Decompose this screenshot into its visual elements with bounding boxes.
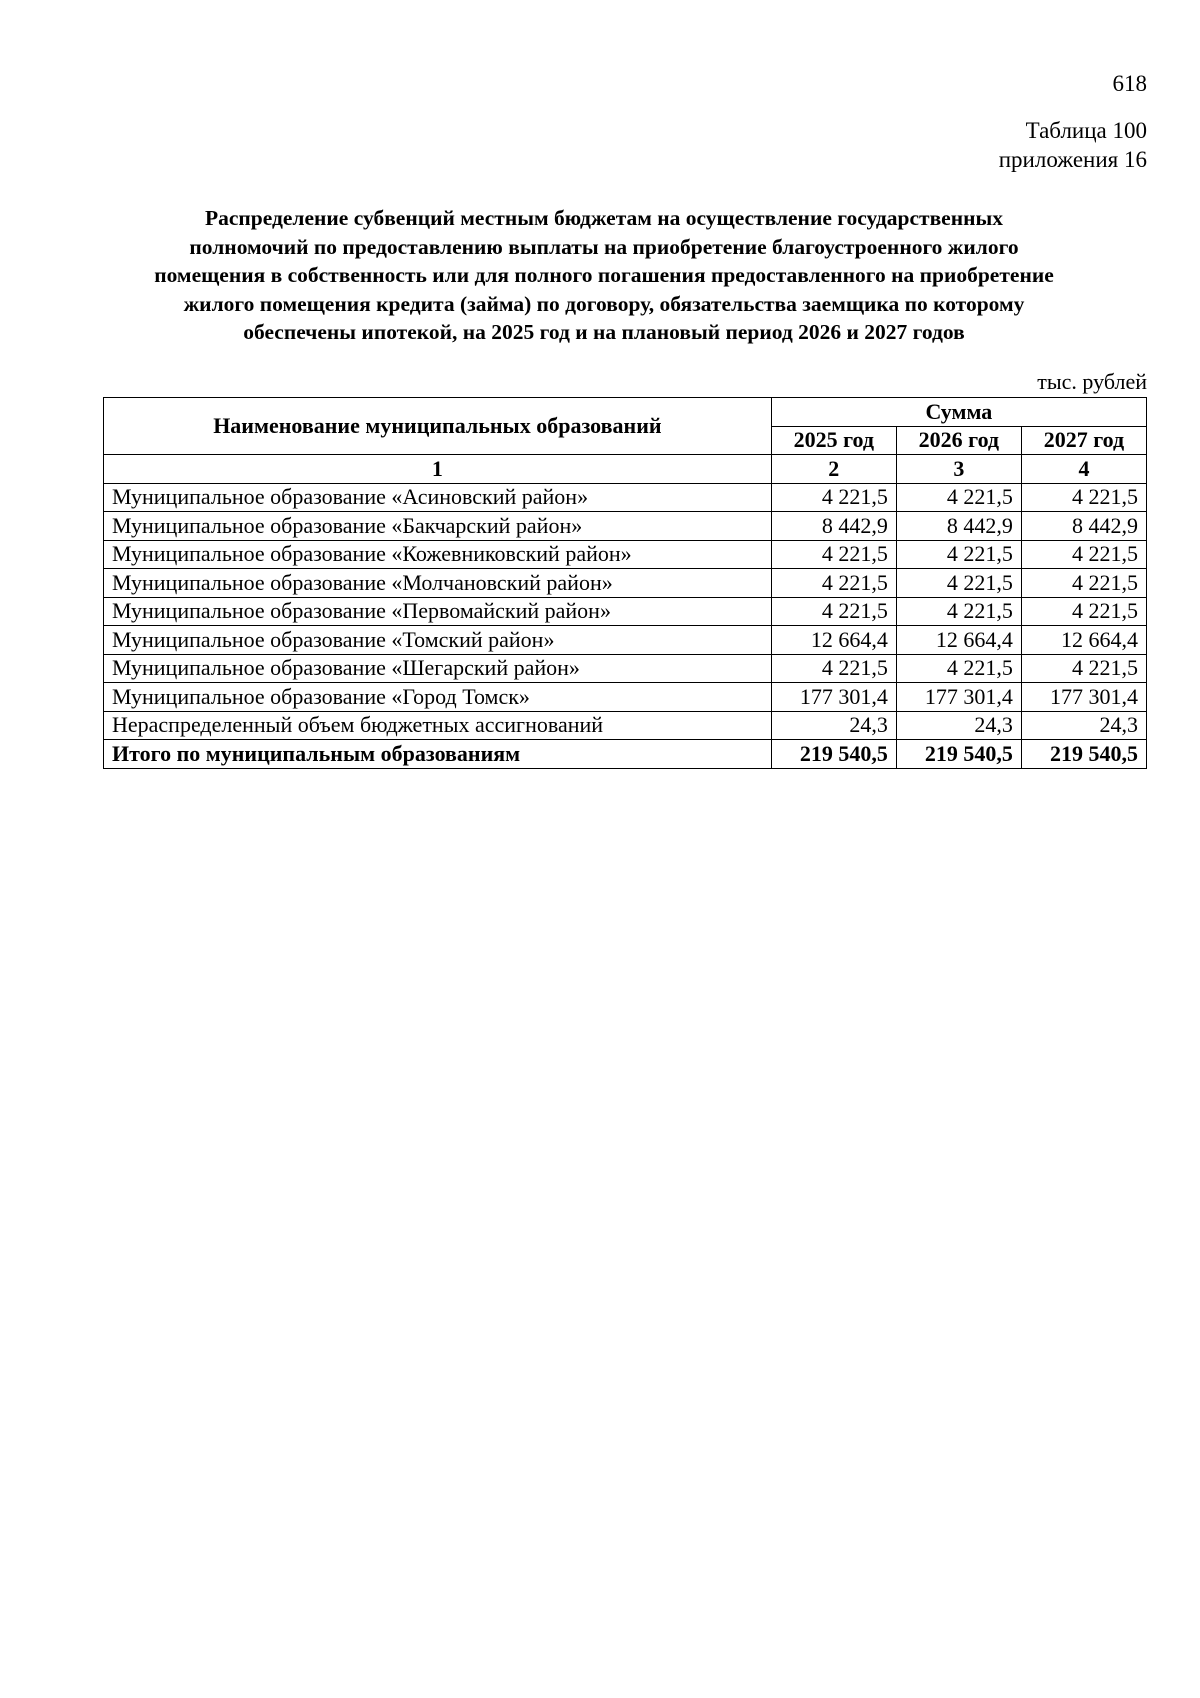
row-name: Муниципальное образование «Молчановский район» [104,569,772,598]
column-numbers-row [104,455,1147,484]
table-row [104,711,1147,740]
total-2025: 219 540,5 [771,740,896,769]
title-line: обеспечены ипотекой, на 2025 год и на плановый период 2026 и 2027 годов [243,320,965,344]
header-name: Наименование муниципальных образований [104,398,772,455]
table-row [104,683,1147,712]
value-2027: 8 442,9 [1021,512,1146,541]
value-2026: 8 442,9 [896,512,1021,541]
column-number: 3 [896,455,1021,484]
column-number: 1 [104,455,772,484]
header-row [104,398,1147,427]
document-title [104,204,1104,347]
value-2025: 8 442,9 [771,512,896,541]
value-2026: 4 221,5 [896,540,1021,569]
value-2025: 12 664,4 [771,626,896,655]
value-2027: 24,3 [1021,711,1146,740]
table-row [104,569,1147,598]
header-sum: Сумма [771,398,1146,427]
value-2026: 4 221,5 [896,597,1021,626]
title-line: Распределение субвенций местным бюджетам на осуществление государственных [204,206,1004,230]
total-2026: 219 540,5 [896,740,1021,769]
value-2026: 4 221,5 [896,569,1021,598]
table-row [104,626,1147,655]
subvention-table [103,397,1147,769]
value-2025: 4 221,5 [771,597,896,626]
value-2027: 4 221,5 [1021,654,1146,683]
value-2026: 12 664,4 [896,626,1021,655]
header-year-2026: 2026 год [896,426,1021,455]
value-2026: 4 221,5 [896,654,1021,683]
table-row [104,512,1147,541]
table-number: Таблица 100 [1025,118,1147,143]
row-name: Муниципальное образование «Шегарский район» [104,654,772,683]
value-2027: 4 221,5 [1021,569,1146,598]
table-row [104,483,1147,512]
value-2025: 4 221,5 [771,654,896,683]
value-2026: 177 301,4 [896,683,1021,712]
value-2027: 12 664,4 [1021,626,1146,655]
row-name: Муниципальное образование «Томский район» [104,626,772,655]
value-2026: 24,3 [896,711,1021,740]
total-row [104,740,1147,769]
row-name: Муниципальное образование «Бакчарский район» [104,512,772,541]
title-line: помещения в собственность или для полного погашения предоставленного на приобретение [154,263,1054,287]
row-name: Нераспределенный объем бюджетных ассигнований [104,711,772,740]
table-row [104,597,1147,626]
column-number: 4 [1021,455,1146,484]
total-name: Итого по муниципальным образованиям [104,740,772,769]
value-2027: 4 221,5 [1021,540,1146,569]
value-2025: 4 221,5 [771,483,896,512]
value-2027: 4 221,5 [1021,483,1146,512]
header-year-2025: 2025 год [771,426,896,455]
row-name: Муниципальное образование «Город Томск» [104,683,772,712]
value-2027: 4 221,5 [1021,597,1146,626]
header-year-2027: 2027 год [1021,426,1146,455]
table-row [104,540,1147,569]
page-number: 618 [1112,71,1147,96]
units-label: тыс. рублей [1037,369,1147,394]
table-reference [999,116,1147,174]
value-2025: 4 221,5 [771,569,896,598]
title-line: жилого помещения кредита (займа) по договору, обязательства заемщика по которому [183,291,1025,316]
total-2027: 219 540,5 [1021,740,1146,769]
value-2025: 24,3 [771,711,896,740]
row-name: Муниципальное образование «Кожевниковский район» [104,540,772,569]
appendix-number: приложения 16 [998,147,1147,172]
row-name: Муниципальное образование «Асиновский район» [104,483,772,512]
column-number: 2 [771,455,896,484]
value-2026: 4 221,5 [896,483,1021,512]
title-line: полномочий по предоставлению выплаты на приобретение благоустроенного жилого [189,234,1019,259]
value-2025: 177 301,4 [771,683,896,712]
value-2027: 177 301,4 [1021,683,1146,712]
value-2025: 4 221,5 [771,540,896,569]
row-name: Муниципальное образование «Первомайский район» [104,597,772,626]
table-row [104,654,1147,683]
